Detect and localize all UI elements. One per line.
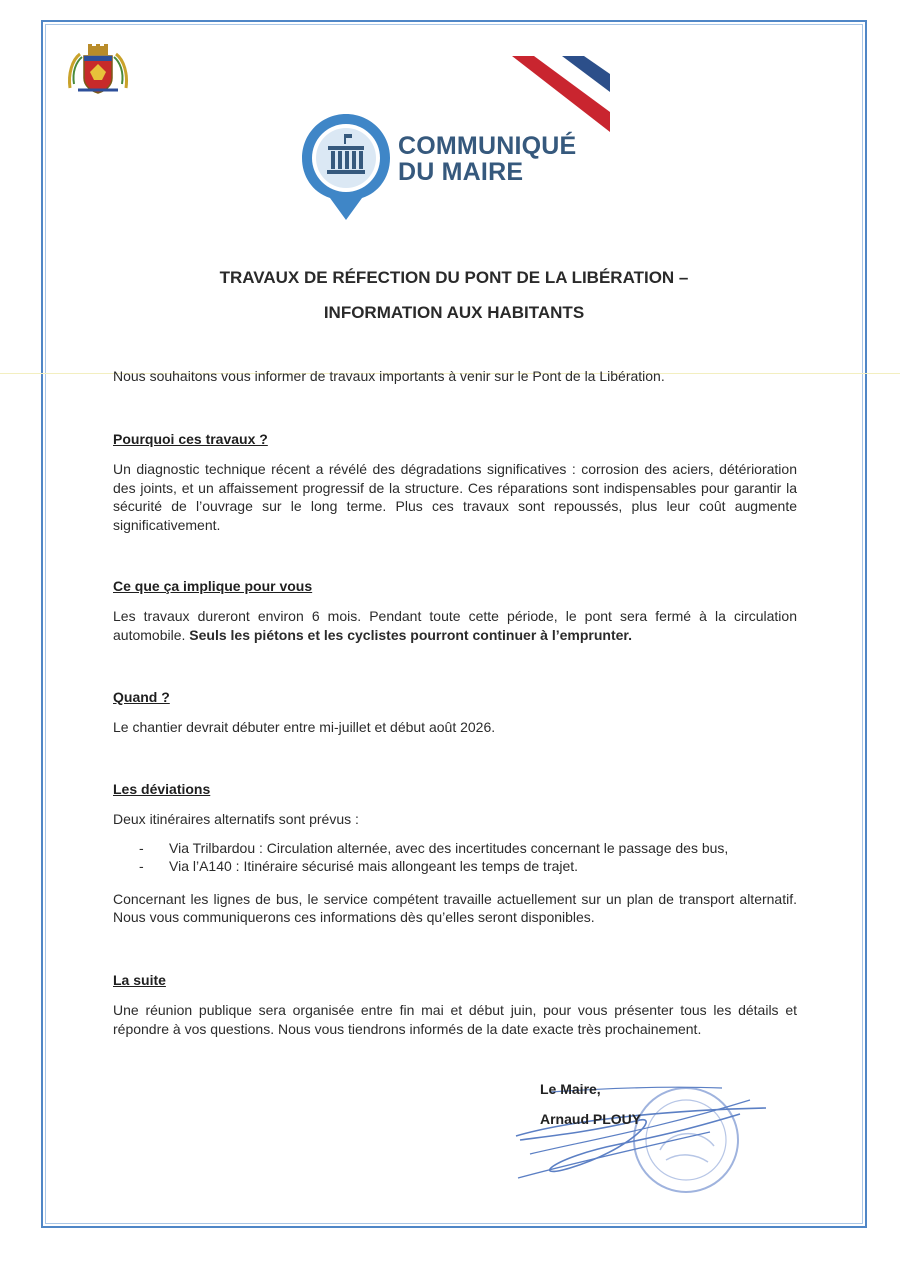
list-item bbox=[139, 857, 797, 876]
section-body: Deux itinéraires alternatifs sont prévus : bbox=[113, 811, 359, 827]
section-heading: Pourquoi ces travaux ? bbox=[113, 431, 268, 447]
section-suite bbox=[113, 972, 797, 1038]
mairie-seal-stamp-icon bbox=[510, 1080, 770, 1210]
list-item bbox=[139, 839, 797, 858]
section-body-followup: Concernant les lignes de bus, le service compétent travaille actuellement sur un plan de transport alternatif. Nous vous communiquerons ces informations dès qu’elles seront disponibles. bbox=[113, 890, 797, 925]
tricolor-ribbon-icon bbox=[512, 56, 610, 132]
communique-logo-text bbox=[398, 133, 576, 185]
section-heading: Ce que ça implique pour vous bbox=[113, 578, 313, 594]
section-body: Une réunion publique sera organisée entre fin mai et début juin, pour vous présenter tous les détails et répondre à vos questions. Nous vous tiendrons informés de la date exacte très prochainement. bbox=[113, 1002, 797, 1037]
section-heading: Les déviations bbox=[113, 781, 211, 797]
deviation-list bbox=[113, 839, 797, 876]
signer-title: Le Maire, bbox=[540, 1081, 601, 1097]
logo-line-1: COMMUNIQUÉ bbox=[398, 132, 577, 160]
list-bullet: - bbox=[139, 858, 144, 874]
intro-paragraph: Nous souhaitons vous informer de travaux importants à venir sur le Pont de la Libération. bbox=[113, 368, 665, 384]
section-body: Le chantier devrait débuter entre mi-juillet et début août 2026. bbox=[113, 719, 496, 735]
list-bullet: - bbox=[139, 839, 144, 856]
list-item-text: Via Trilbardou : Circulation alternée, avec des incertitudes concernant le passage des bus, bbox=[169, 839, 729, 856]
section-heading: La suite bbox=[113, 972, 166, 988]
logo-line-2: DU MAIRE bbox=[398, 158, 524, 186]
section-body-emphasis: Seuls les piétons et les cyclistes pourront continuer à l’emprunter. bbox=[189, 626, 632, 643]
city-coat-of-arms-icon bbox=[66, 44, 130, 96]
section-heading: Quand ? bbox=[113, 689, 170, 705]
section-body-text: Les travaux dureront environ 6 mois. Pendant toute cette période, le pont sera fermé à la circulation automobile. bbox=[113, 608, 797, 643]
signer-name: Arnaud PLOUY bbox=[540, 1111, 642, 1127]
section-body: Un diagnostic technique récent a révélé des dégradations significatives : corrosion des aciers, détérioration des joints, et un affaissement progressif de la structure. Ces réparations sont indispensables pour garantir la sécurité de l’ouvrage sur le long terme. Plus ces travaux sont repoussés, plus leur coût augmente significativement. bbox=[113, 461, 797, 533]
section-quand bbox=[113, 689, 797, 737]
section-deviations bbox=[113, 781, 797, 927]
section-implique bbox=[113, 578, 797, 644]
document-title-line-2: INFORMATION AUX HABITANTS bbox=[323, 303, 585, 322]
section-pourquoi bbox=[113, 431, 797, 534]
town-hall-pin-icon bbox=[300, 112, 392, 222]
section-body bbox=[113, 607, 797, 644]
list-item-text: Via l’A140 : Itinéraire sécurisé mais allongeant les temps de trajet. bbox=[169, 858, 579, 874]
document-title-line-1: TRAVAUX DE RÉFECTION DU PONT DE LA LIBÉRATION – bbox=[219, 268, 689, 287]
